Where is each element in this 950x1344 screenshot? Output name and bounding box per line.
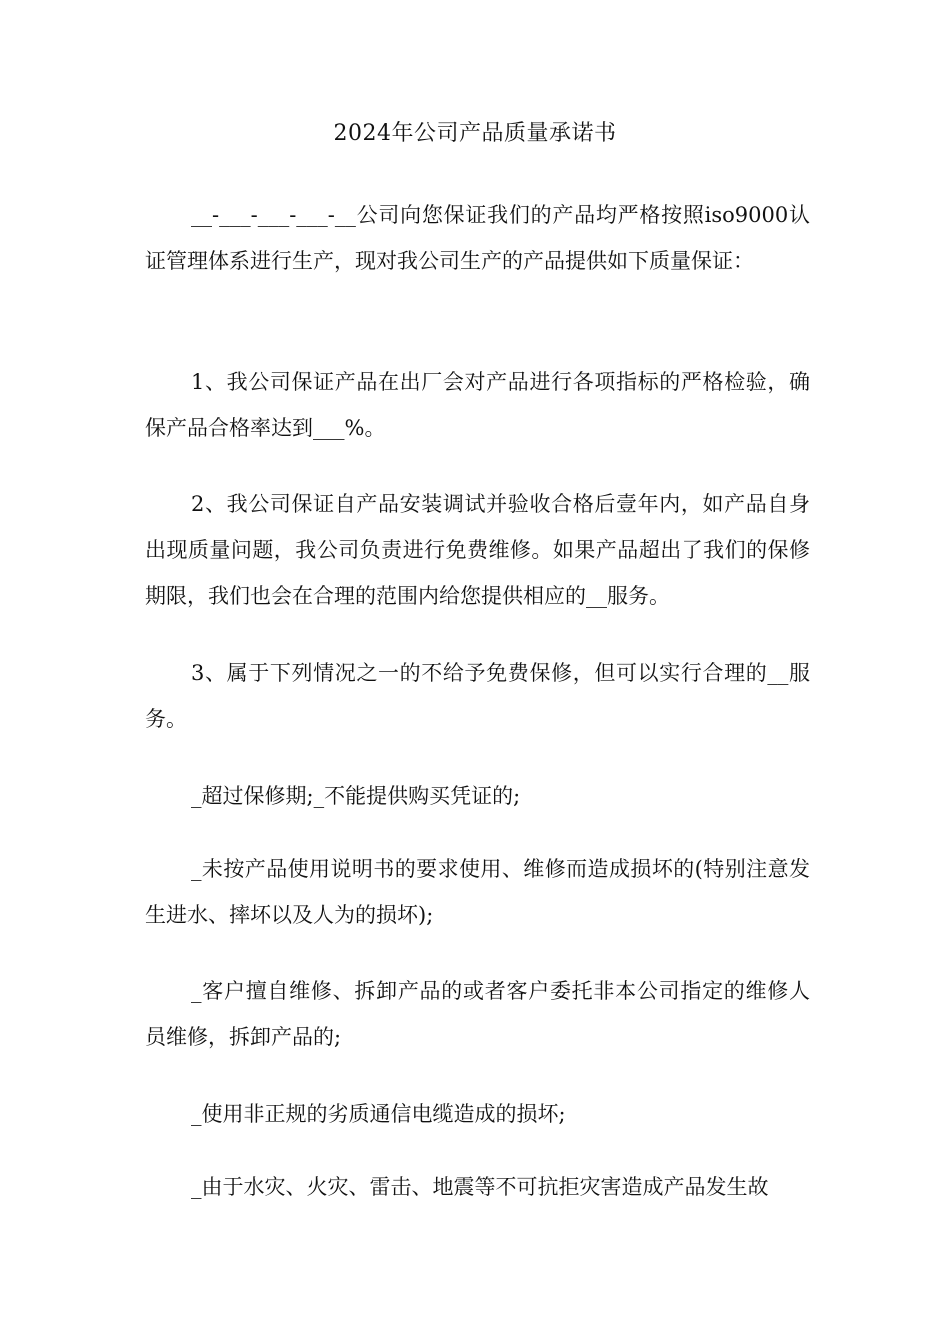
clause-2-paragraph: 2、我公司保证自产品安装调试并验收合格后壹年内，如产品自身出现质量问题，我公司负责进行免费维修。如果产品超出了我们的保修期限，我们也会在合理的范围内给您提供相应的__服务。 bbox=[145, 492, 810, 608]
document-title: 2024年公司产品质量承诺书 bbox=[333, 121, 617, 146]
intro-paragraph: __-___-___-___-__公司向您保证我们的产品均严格按照iso9000认证管理体系进行生产，现对我公司生产的产品提供如下质量保证： bbox=[145, 203, 810, 273]
exception-item-4: _使用非正规的劣质通信电缆造成的损坏; bbox=[191, 1102, 566, 1126]
exception-item-2: _未按产品使用说明书的要求使用、维修而造成损坏的(特别注意发生进水、摔坏以及人为的损坏); bbox=[145, 857, 810, 927]
exception-item-1: _超过保修期;_不能提供购买凭证的; bbox=[191, 784, 521, 808]
clause-1-paragraph: 1、我公司保证产品在出厂会对产品进行各项指标的严格检验，确保产品合格率达到___%。 bbox=[145, 370, 810, 440]
clause-3-paragraph: 3、属于下列情况之一的不给予免费保修，但可以实行合理的__服务。 bbox=[145, 661, 810, 731]
exception-item-5: _由于水灾、火灾、雷击、地震等不可抗拒灾害造成产品发生故 bbox=[191, 1175, 769, 1199]
exception-item-3: _客户擅自维修、拆卸产品的或者客户委托非本公司指定的维修人员维修，拆卸产品的; bbox=[145, 979, 810, 1049]
